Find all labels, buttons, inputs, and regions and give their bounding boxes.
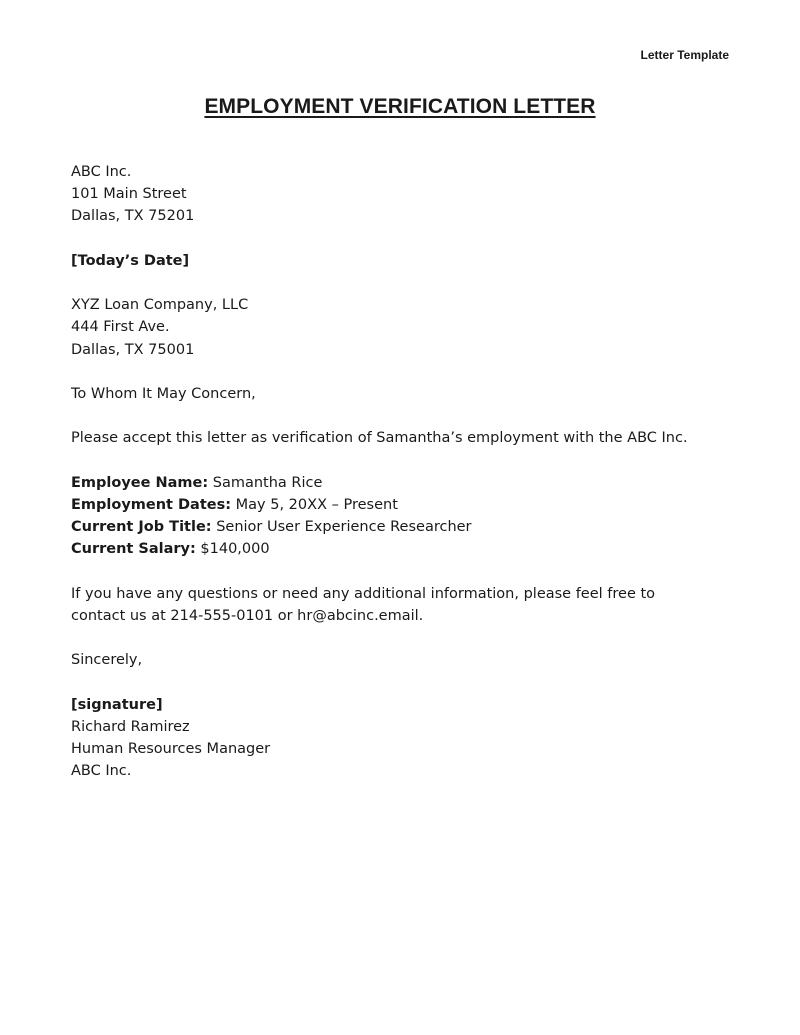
sender-street: 101 Main Street bbox=[71, 186, 187, 203]
detail-salary bbox=[71, 538, 731, 560]
closing-paragraph bbox=[71, 583, 731, 627]
signer-company: ABC Inc. bbox=[71, 763, 132, 780]
detail-employee-name bbox=[71, 472, 731, 494]
intro-paragraph: Please accept this letter as verification of Samantha’s employment with the ABC Inc. bbox=[71, 430, 688, 447]
recipient-street: 444 First Ave. bbox=[71, 319, 170, 336]
sender-city: Dallas, TX 75201 bbox=[71, 208, 195, 225]
detail-label: Employee Name: bbox=[71, 474, 209, 491]
detail-value: $140,000 bbox=[195, 541, 270, 558]
detail-value: Samantha Rice bbox=[208, 474, 323, 491]
valediction: Sincerely, bbox=[71, 652, 143, 669]
signer-title: Human Resources Manager bbox=[71, 741, 271, 758]
salutation: To Whom It May Concern, bbox=[71, 385, 256, 402]
detail-job-title bbox=[71, 516, 731, 538]
detail-value: Senior User Experience Researcher bbox=[211, 519, 472, 536]
employment-details bbox=[71, 472, 731, 561]
closing-line: contact us at 214-555-0101 or hr@abcinc.email. bbox=[71, 607, 424, 624]
recipient-address bbox=[71, 294, 731, 361]
detail-label: Current Salary: bbox=[71, 541, 196, 558]
sender-address bbox=[71, 161, 731, 228]
closing-line: If you have any questions or need any additional information, please feel free to bbox=[71, 585, 656, 602]
date-placeholder: [Today’s Date] bbox=[71, 252, 190, 269]
detail-value: May 5, 20XX – Present bbox=[231, 496, 398, 513]
signature-block bbox=[71, 694, 731, 783]
recipient-city: Dallas, TX 75001 bbox=[71, 341, 195, 358]
detail-label: Employment Dates: bbox=[71, 496, 232, 513]
signer-name: Richard Ramirez bbox=[71, 718, 190, 735]
letter-title: EMPLOYMENT VERIFICATION LETTER bbox=[204, 95, 596, 118]
signature-placeholder: [signature] bbox=[71, 696, 163, 713]
detail-label: Current Job Title: bbox=[71, 519, 212, 536]
detail-employment-dates bbox=[71, 494, 731, 516]
letter-body bbox=[71, 161, 731, 783]
sender-name: ABC Inc. bbox=[71, 164, 132, 180]
recipient-name: XYZ Loan Company, LLC bbox=[71, 297, 249, 314]
template-label: Letter Template bbox=[640, 48, 729, 62]
